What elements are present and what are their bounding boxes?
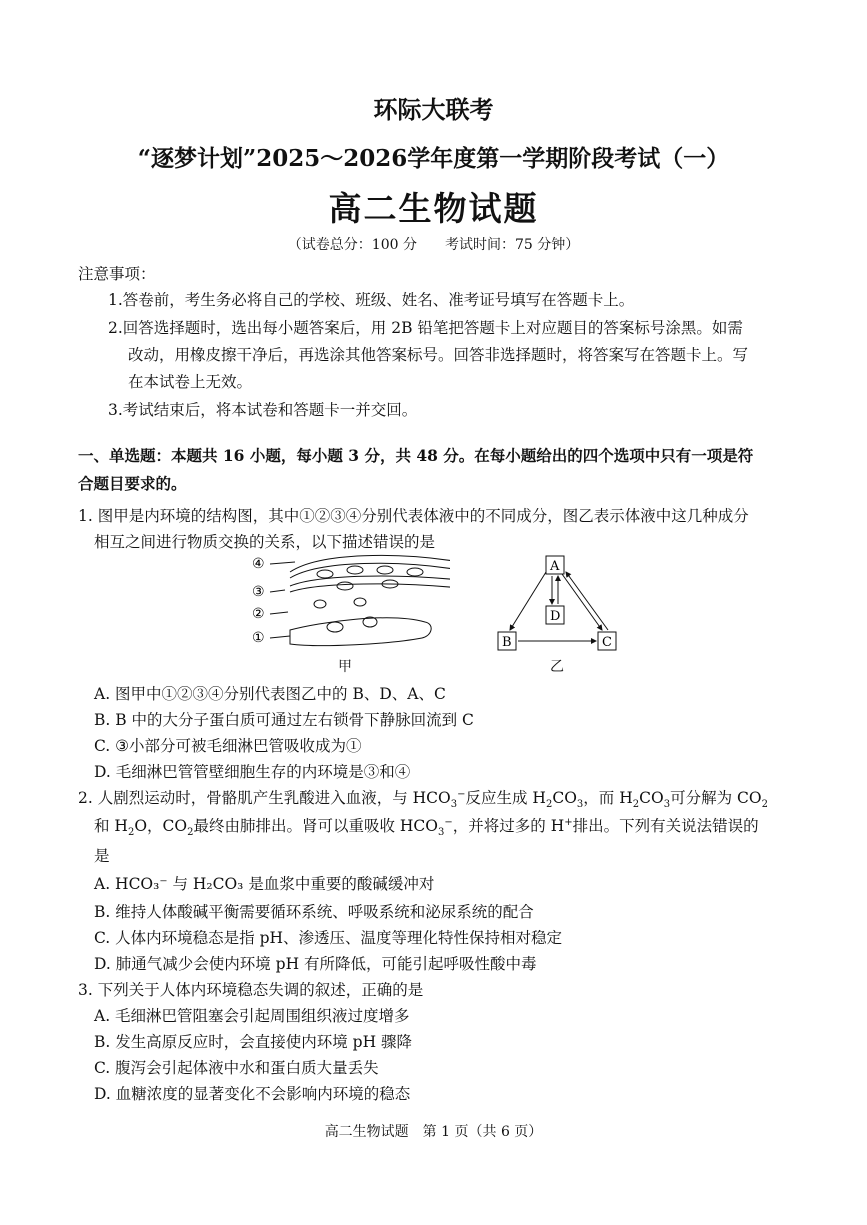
q3-stem: 3. 下列关于人体内环境稳态失调的叙述，正确的是 (78, 981, 424, 999)
exam-time: 考试时间：75 分钟） (444, 237, 580, 253)
exam-org: 环际大联考 (373, 95, 494, 124)
q2-option-b: B. 维持人体酸碱平衡需要循环系统、呼吸系统和泌尿系统的配合 (94, 903, 534, 921)
subject-title: 高二生物试题 (328, 189, 539, 228)
fig-label-1: ① (252, 630, 265, 646)
node-d-label: D (550, 609, 561, 624)
fig-caption-jia: 甲 (338, 659, 352, 675)
part1-heading-cont: 合题目要求的。 (78, 474, 187, 493)
q3-option-a: A. 毛细淋巴管阻塞会引起周围组织液过度增多 (94, 1007, 410, 1025)
q1-stem: 1. 图甲是内环境的结构图，其中①②③④分别代表体液中的不同成分，图乙表示体液中这几种成分 (78, 507, 749, 525)
fig-label-3: ③ (252, 584, 265, 600)
node-c-label: C (602, 635, 612, 650)
part1-heading: 一、单选题：本题共 16 小题，每小题 3 分，共 48 分。在每小题给出的四个选项中只有一项是符 (78, 446, 754, 465)
figure-jia (250, 552, 450, 652)
fig-caption-yi: 乙 (550, 659, 564, 675)
node-b-label: B (502, 635, 512, 650)
q3-option-d: D. 血糖浓度的显著变化不会影响内环境的稳态 (94, 1085, 411, 1103)
score-time-info (0, 234, 867, 254)
q1-stem-cont: 相互之间进行物质交换的关系，以下描述错误的是 (94, 533, 436, 551)
fig-label-4: ④ (252, 556, 265, 572)
q2-stem: 2. 人剧烈运动时，骨骼肌产生乳酸进入血液，与 $HCO_3^-$反应生成 $H_2CO_3$，而 $H_2CO_3$可分解为 $CO_2$ (78, 788, 768, 811)
page-footer: 高二生物试题 第 1 页（共 6 页） (324, 1124, 543, 1140)
q3-option-b: B. 发生高原反应时，会直接使内环境 pH 骤降 (94, 1033, 413, 1051)
notice-item-3: 3.考试结束后，将本试卷和答题卡一并交回。 (108, 401, 418, 419)
q1-option-a: A. 图甲中①②③④分别代表图乙中的 B、D、A、C (94, 685, 446, 703)
q1-option-d: D. 毛细淋巴管管壁细胞生存的内环境是③和④ (94, 763, 411, 781)
figure-yi (490, 552, 630, 652)
total-score: （试卷总分：100 分 (287, 237, 417, 253)
notice-item-1: 1.答卷前，考生务必将自己的学校、班级、姓名、准考证号填写在答题卡上。 (108, 291, 635, 309)
q2-option-a: A. HCO₃⁻ 与 H₂CO₃ 是血浆中重要的酸碱缓冲对 (94, 875, 435, 893)
q3-option-c: C. 腹泻会引起体液中水和蛋白质大量丢失 (94, 1059, 379, 1077)
fig-label-2: ② (252, 606, 265, 622)
q1-option-c: C. ③小部分可被毛细淋巴管吸收成为① (94, 737, 362, 755)
q2-option-c: C. 人体内环境稳态是指 pH、渗透压、温度等理化特性保持相对稳定 (94, 929, 563, 947)
notice-item-2-cont: 改动，用橡皮擦干净后，再选涂其他答案标号。回答非选择题时，将答案写在答题卡上。写 (128, 346, 749, 364)
q2-option-d: D. 肺通气减少会使内环境 pH 有所降低，可能引起呼吸性酸中毒 (94, 955, 537, 973)
q2-stem-cont2: 是 (94, 847, 110, 865)
notice-title: 注意事项： (78, 265, 156, 283)
exam-name: “逐梦计划”2025～2026学年度第一学期阶段考试（一） (137, 145, 730, 172)
notice-item-2: 2.回答选择题时，选出每小题答案后，用 2B 铅笔把答题卡上对应题目的答案标号涂黑。如需 (108, 319, 743, 337)
notice-item-2-cont2: 在本试卷上无效。 (128, 373, 253, 391)
node-a-label: A (550, 559, 560, 574)
q2-stem-cont: 和 $H_2O$，$CO_2$最终由肺排出。肾可以重吸收 $HCO_3^-$，并将过多的 H+排出。下列有关说法错误的 (94, 816, 759, 839)
q1-option-b: B. B 中的大分子蛋白质可通过左右锁骨下静脉回流到 C (94, 711, 474, 729)
